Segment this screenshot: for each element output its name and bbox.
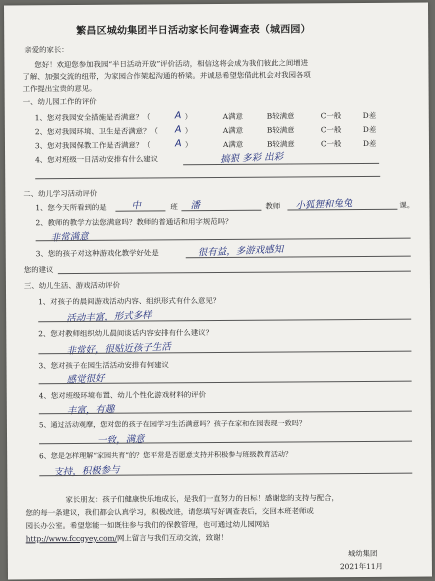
section1-title: 一、幼儿园工作的评价 bbox=[22, 96, 97, 107]
s1-q4-answer: 搞狠 多彩 出彩 bbox=[219, 151, 284, 166]
s1-q3: 3、您对我园保教工作是否满意？（ bbox=[34, 140, 151, 151]
closing-line-1: 家长朋友：孩子们健康快乐地成长，是我们一直努力的目标！感谢您的支持与配合， bbox=[65, 493, 339, 505]
s1-q3-answer: A bbox=[174, 138, 182, 150]
s1-q2-opt-a: A满意 bbox=[222, 125, 244, 135]
s2-class-answer: 中 bbox=[131, 200, 142, 212]
s2-q3: 3、您的孩子对这种游戏化教学好处是 bbox=[35, 248, 159, 259]
s1-q3-opt-a: A满意 bbox=[222, 139, 244, 149]
s2-lesson-answer: 小狐狸和兔兔 bbox=[295, 198, 353, 212]
greeting: 亲爱的家长： bbox=[24, 45, 69, 55]
s1-q3-opt-d: D差 bbox=[362, 138, 377, 148]
s3-q3: 3、您对孩子在园生活活动安排有何建议 bbox=[38, 360, 169, 371]
page-title: 繁昌区城幼集团半日活动家长问卷调查表（城西园） bbox=[76, 24, 311, 37]
s1-q2-opt-b: B较满意 bbox=[266, 125, 295, 135]
s1-q2-answer: A bbox=[174, 124, 182, 136]
s1-q1-opt-d: D差 bbox=[362, 110, 377, 120]
s2-suggestion-label: 您的建议 bbox=[23, 265, 54, 275]
section3-title: 三、幼儿生活、游戏活动评价 bbox=[23, 280, 121, 291]
s1-q1: 1、您对我园安全措施是否满意？（ bbox=[34, 112, 151, 123]
closing-line-4: 网上留言与我们互动交流，致谢！ bbox=[116, 532, 228, 543]
s1-q1-answer: A bbox=[174, 110, 182, 122]
s3-q5: 5、通过活动观摩，您对您的孩子在园学习生活满意吗？孩子在家和在园表现一致吗？ bbox=[38, 418, 306, 430]
s2-q2: 2、教师的教学方法您满意吗？教师的普通话和用字规范吗？ bbox=[35, 216, 233, 228]
s1-q1-opt-a: A满意 bbox=[222, 111, 243, 121]
s1-q2-opt-c: C一般 bbox=[320, 125, 342, 135]
s2-class-answer-2: 潘 bbox=[190, 199, 201, 212]
s3-q4-answer: 丰富，有趣 bbox=[66, 403, 115, 417]
s2-class-word: 班 bbox=[170, 202, 178, 212]
intro-line-2: 了解、加强交流的纽带，为家园合作架起沟通的桥梁。并诚恳希望您借此机会对我园各项 bbox=[22, 70, 311, 82]
s3-q2-answer: 非常好，很贴近孩子生活 bbox=[66, 341, 172, 357]
intro-line-3: 工作提出宝贵的意见。 bbox=[22, 83, 97, 94]
s2-lesson-word: 课。 bbox=[399, 200, 415, 210]
s1-q3-opt-b: B较满意 bbox=[266, 139, 295, 149]
s3-q6: 6、您是怎样理解“家园共育”的？您平常是否愿意支持并积极参与班级教育活动？ bbox=[39, 449, 293, 461]
closing-line-2: 您的每一条建议，我们都会认真学习，积极改进，请您填写好调查表后，交回本班老师或 bbox=[25, 506, 314, 518]
s2-teacher-word: 教师 bbox=[265, 201, 281, 211]
s1-q2-opt-d: D差 bbox=[362, 124, 377, 134]
s3-q1-answer: 活动丰富，形式多样 bbox=[66, 309, 152, 325]
s1-q1-opt-b: B较满意 bbox=[266, 111, 295, 121]
s3-q6-answer: 支持，积极参与 bbox=[53, 464, 121, 479]
intro-line-1: 您好！欢迎您参加我园“半日活动开放”评价活动，相信这将会成为我们彼此之间增进 bbox=[34, 58, 309, 70]
s1-q1-opt-c: C一般 bbox=[320, 111, 342, 121]
section2-title: 二、幼儿学习活动评价 bbox=[23, 188, 98, 199]
s1-q4: 4、您对班级一日活动安排有什么建议 bbox=[35, 154, 159, 165]
signature: 城幼集团 bbox=[347, 548, 378, 559]
s1-q3-opt-c: C一般 bbox=[320, 139, 342, 149]
s3-q5-answer: 一致，满意 bbox=[96, 433, 145, 447]
s3-q4: 4、您对班级环境布置、幼儿个性化游戏材料的评价 bbox=[38, 390, 207, 401]
website-link[interactable]: http://www.fccgyey.com/ bbox=[25, 533, 118, 544]
survey-paper: 繁昌区城幼集团半日活动家长问卷调查表（城西园） 亲爱的家长： 您好！欢迎您参加我园“半日活动开放”评价活动，相信这将会成为我们彼此之间增进 了解、加强交流的纽带，为家园合作架起沟通的桥梁。并诚恳希望您借此机会对我园各项 工作提出宝贵的意见。 一、幼儿园工作的评价 1、您对我园安全措施是否满意？（ A ） A满意 B较满意 C一般 D差 2、您对我园环境、卫生是否满意？（ A ） A满意 B较满意 C一般 D差 3、您对我园保教工作是否满意？（ A ） A满意 B较满意 C一般 D差 4、您对班级一日活动安排有什么建议 搞狠 多彩 出彩 二、幼儿学习活动评价 1、您今天所看到的是 中 班 潘 教师 小狐狸和兔兔 课。 2、教师的教学方法您满意吗？教师的普通话和用字规范吗？ 非常满意 3、您的孩子对这种游戏化教学好处是 很有益，多游戏感知 您的建议 三、幼儿生活、游戏活动评价 1、对孩子的晨间游戏活动内容、组织形式有什么意见？ 活动丰富，形式多样 2、您对教师组织幼儿晨间谈话内容安排有什么建议？ 非常好，很贴近孩子生活 3、您对孩子在园生活活动安排有何建议 感觉很好 4、您对班级环境布置、幼儿个性化游戏材料的评价 丰富，有趣 5、通过活动观摩，您对您的孩子在园学习生活满意吗？孩子在家和在园表现一致吗？ 一致，满意 6、您是怎样理解“家园共育”的？您平常是否愿意支持并积极参与班级教育活动？ 支持，积极参与 家长朋友：孩子们健康快乐地成长，是我们一直努力的目标！感谢您的支持与配合， 您的每一条建议，我们都会认真学习，积极改进，请您填写好调查表后，交回本班老师或 园长办公室。希望您能一如既往参与我们的保教管理，也可通过幼儿园网站 http://www.fccgyey.com/网上留言与我们互动交流，致谢！ 城幼集团 2021年11月 bbox=[4, 3, 432, 580]
s2-q3-answer: 很有益，多游戏感知 bbox=[197, 244, 284, 259]
s3-q2: 2、您对教师组织幼儿晨间谈话内容安排有什么建议？ bbox=[38, 328, 214, 339]
s2-q2-answer: 非常满意 bbox=[50, 231, 89, 244]
s3-q1: 1、对孩子的晨间游戏活动内容、组织形式有什么意见？ bbox=[38, 295, 221, 307]
s1-q2: 2、您对我园环境、卫生是否满意？（ bbox=[34, 126, 158, 137]
date: 2021年11月 bbox=[339, 561, 383, 572]
closing-line-3: 园长办公室。希望您能一如既往参与我们的保教管理，也可通过幼儿园网站 bbox=[25, 519, 270, 531]
s3-q3-answer: 感觉很好 bbox=[66, 373, 105, 386]
